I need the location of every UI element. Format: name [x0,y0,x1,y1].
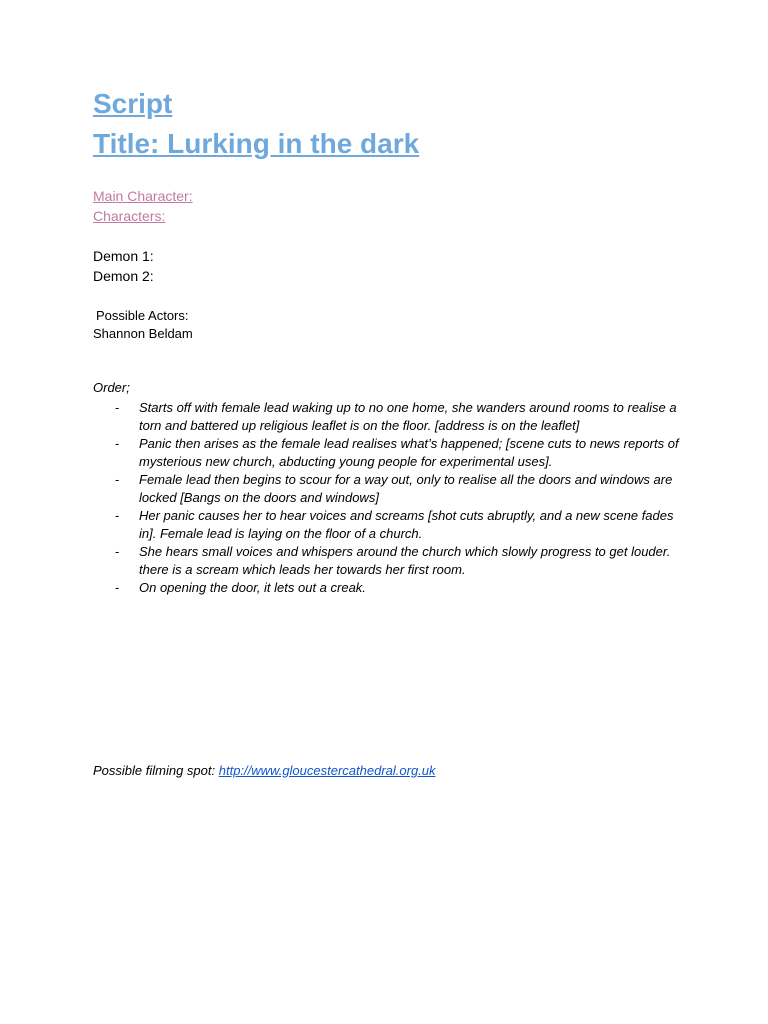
filming-spot-link[interactable]: http://www.gloucestercathedral.org.uk [218,763,436,778]
list-item [93,543,693,579]
order-list [93,399,693,597]
possible-actors-label: Possible Actors: [96,308,189,323]
list-item [93,579,693,597]
order-label: Order; [93,380,130,395]
script-heading: Script [93,88,173,119]
list-item-text: Female lead then begins to scour for a way out, only to realise all the doors and windows are locked [Bangs on the doors and windows] [139,472,673,505]
list-item [93,471,693,507]
characters-label: Characters: [93,208,166,224]
dash-bullet: - [115,544,120,559]
dash-bullet: - [115,472,120,487]
actor-name: Shannon Beldam [93,326,193,341]
list-item-text: Panic then arises as the female lead realises what’s happened; [scene cuts to news reports of mysterious new church, abducting young people for experimental uses]. [139,436,679,469]
filming-spot-label: Possible filming spot: [93,763,219,778]
list-item [93,507,693,543]
dash-bullet: - [115,436,120,451]
demon-1-label: Demon 1: [93,248,154,264]
filming-spot-line [93,763,436,778]
list-item-text: Starts off with female lead waking up to no one home, she wanders around rooms to realise a torn and battered up religious leaflet is on the floor. [address is on the leaflet] [139,400,677,433]
dash-bullet: - [115,400,120,415]
dash-bullet: - [115,508,120,523]
page-title: Title: Lurking in the dark [93,128,420,159]
demon-2-label: Demon 2: [93,268,154,284]
list-item [93,399,693,435]
list-item-text: Her panic causes her to hear voices and screams [shot cuts abruptly, and a new scene fades in]. Female lead is laying on the floor of a church. [139,508,674,541]
list-item-text: On opening the door, it lets out a creak. [139,580,366,595]
dash-bullet: - [115,580,120,595]
list-item [93,435,693,471]
list-item-text: She hears small voices and whispers around the church which slowly progress to get louder. there is a scream which leads her towards her first room. [139,544,671,577]
main-character-label: Main Character: [93,188,193,204]
